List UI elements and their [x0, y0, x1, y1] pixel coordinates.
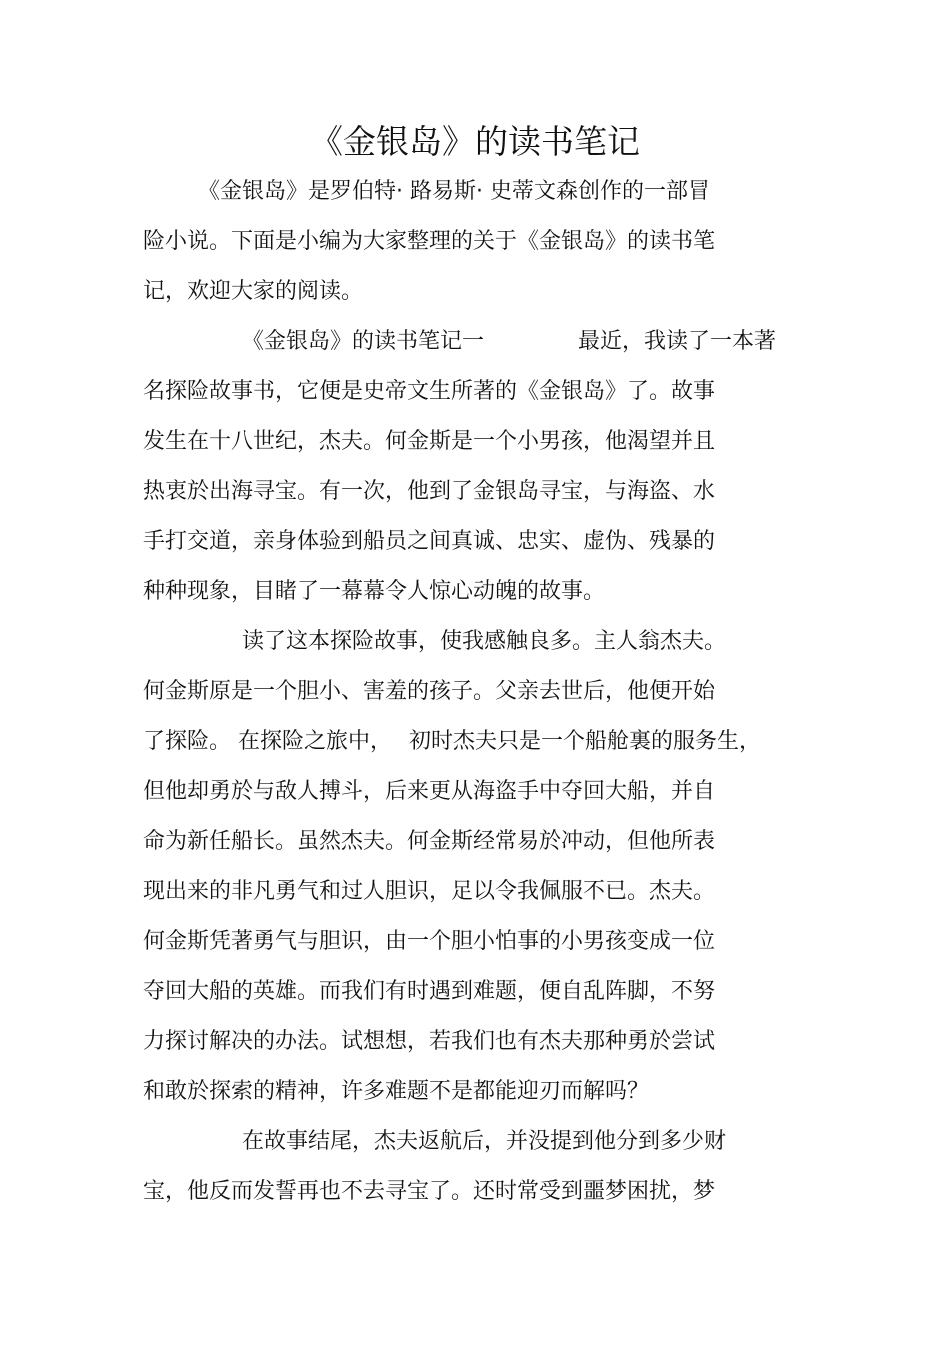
text-line: 何金斯原是一个胆小、害羞的孩子。父亲去世后，他便开始 — [143, 679, 716, 704]
section-heading: 《金银岛》的读书笔记一 — [242, 329, 485, 354]
text-line: 命为新任船长。虽然杰夫。何金斯经常易於冲动，但他所表 — [143, 829, 716, 854]
text-line: 力探讨解决的办法。试想想，若我们也有杰夫那种勇於尝试 — [143, 1029, 716, 1054]
text-line: 了探险。 在探险之旅中， — [143, 729, 392, 754]
text-line: 现出来的非凡勇气和过人胆识，足以令我佩服不已。杰夫。 — [143, 879, 716, 904]
text-line: 和敢於探索的精神，许多难题不是都能迎刃而解吗？ — [143, 1079, 650, 1104]
text-line: 记，欢迎大家的阅读。 — [143, 279, 364, 304]
text-line: 宝，他反而发誓再也不去寻宝了。还时常受到噩梦困扰，梦 — [143, 1179, 716, 1204]
text-line: 读了这本探险故事，使我感触良多。主人翁杰夫。 — [242, 629, 727, 654]
text-line: 发生在十八世纪，杰夫。何金斯是一个小男孩，他渴望并且 — [143, 429, 716, 454]
text-line: 名探险故事书，它便是史帝文生所著的《金银岛》了。故事 — [143, 379, 716, 404]
text-line: 在故事结尾，杰夫返航后，并没提到他分到多少财 — [242, 1129, 727, 1154]
text-line: 最近，我读了一本著 — [578, 329, 777, 354]
page-title: 《金银岛》的读书笔记 — [310, 122, 640, 161]
text-line: 初时杰夫只是一个船舱裏的服务生， — [409, 729, 762, 754]
text-line: 险小说。下面是小编为大家整理的关于《金银岛》的读书笔 — [143, 229, 716, 254]
text-line: 夺回大船的英雄。而我们有时遇到难题，便自乱阵脚，不努 — [143, 979, 716, 1004]
text-line: 热衷於出海寻宝。有一次，他到了金银岛寻宝，与海盗、水 — [143, 479, 716, 504]
text-line: 种种现象，目睹了一幕幕令人惊心动魄的故事。 — [143, 579, 606, 604]
text-line: 《金银岛》是罗伯特· 路易斯· 史蒂文森创作的一部冒 — [198, 179, 710, 204]
text-line: 何金斯凭著勇气与胆识，由一个胆小怕事的小男孩变成一位 — [143, 929, 716, 954]
text-line: 手打交道，亲身体验到船员之间真诚、忠实、虚伪、残暴的 — [143, 529, 716, 554]
text-line: 但他却勇於与敌人搏斗，后来更从海盗手中夺回大船，并自 — [143, 779, 716, 804]
